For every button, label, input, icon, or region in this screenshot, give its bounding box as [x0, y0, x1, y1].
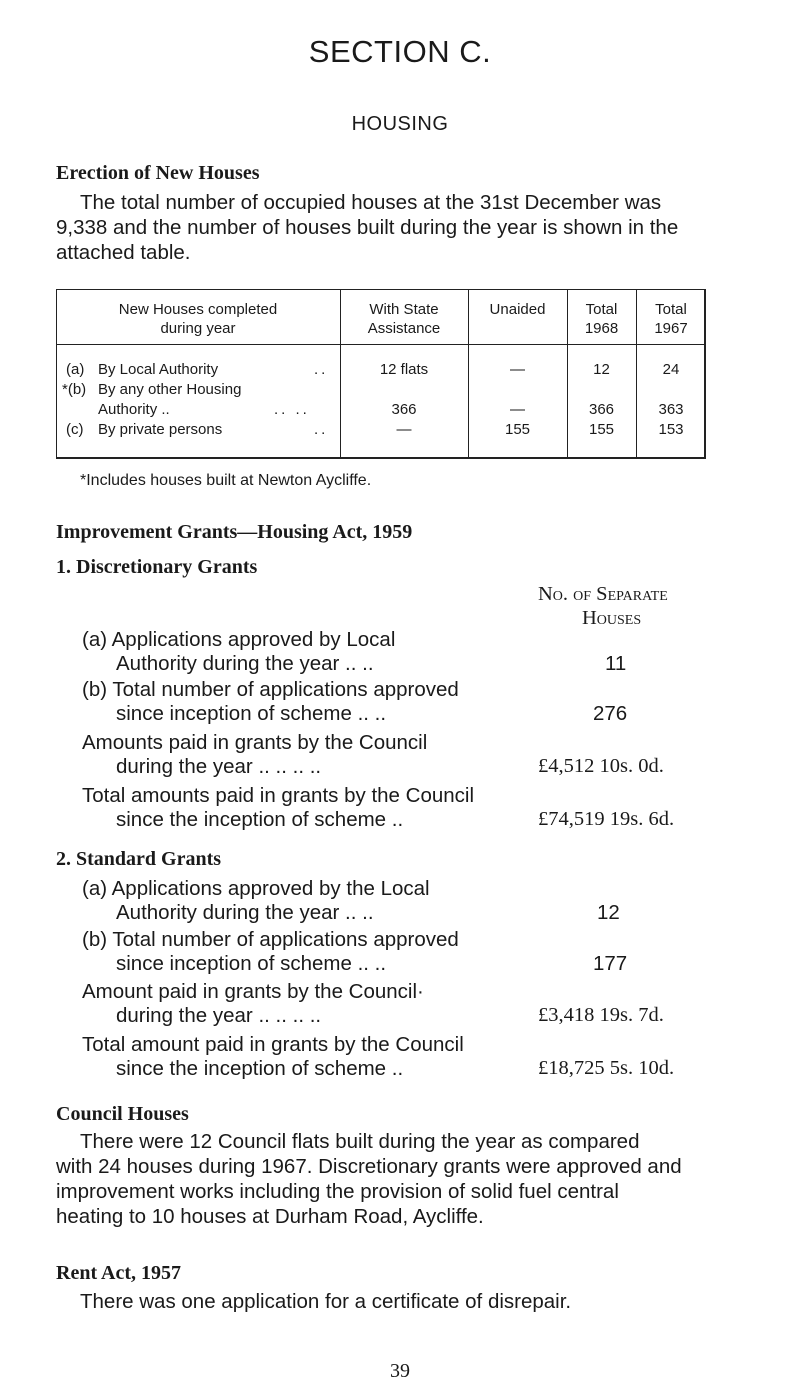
- header-unaided: Unaided: [489, 301, 546, 318]
- disc-c-line-1: Amounts paid in grants by the Council: [82, 731, 428, 754]
- council-line-3: improvement works including the provision of solid fuel central: [56, 1180, 619, 1203]
- disc-a-line-2: Authority during the year .. ..: [116, 652, 374, 675]
- rent-line: There was one application for a certificate of disrepair.: [80, 1290, 572, 1313]
- header-total-1967: Total 1967: [654, 301, 688, 337]
- row-c-letter: (c): [66, 421, 84, 438]
- header-state-assistance: With State Assistance: [367, 301, 441, 337]
- erection-heading: Erection of New Houses: [56, 162, 260, 184]
- header-new-houses: New Houses completed during year: [118, 301, 278, 337]
- std-a-line-1: (a) Applications approved by the Local: [82, 877, 430, 900]
- disc-b-line-1: (b) Total number of applications approved: [82, 678, 459, 701]
- row-b-1968: 366: [588, 401, 615, 418]
- council-heading: Council Houses: [56, 1103, 189, 1125]
- disc-d-value: £74,519 19s. 6d.: [538, 808, 675, 830]
- header-total-1968: Total 1968: [584, 301, 619, 337]
- page-number: 39: [390, 1360, 410, 1382]
- disc-c-line-2: during the year .. .. .. ..: [116, 755, 322, 778]
- row-c-label: By private persons: [98, 421, 223, 438]
- row-a-1967: 24: [662, 361, 680, 378]
- erection-line-3: attached table.: [56, 241, 191, 264]
- erection-line-2: 9,338 and the number of houses built during the year is shown in the: [56, 216, 679, 239]
- disc-a-line-1: (a) Applications approved by Local: [82, 628, 396, 651]
- council-line-4: heating to 10 houses at Durham Road, Aycliffe.: [56, 1205, 484, 1228]
- std-b-line-1: (b) Total number of applications approved: [82, 928, 459, 951]
- row-b-state: 366: [391, 401, 417, 418]
- disc-b-line-2: since inception of scheme .. ..: [116, 702, 387, 725]
- standard-heading: 2. Standard Grants: [56, 848, 222, 870]
- row-a-unaided: —: [510, 361, 525, 378]
- section-title: SECTION C.: [308, 34, 492, 69]
- std-c-line-2: during the year .. .. .. ..: [116, 1004, 322, 1027]
- std-a-line-2: Authority during the year .. ..: [116, 901, 374, 924]
- row-a-1968: 12: [593, 361, 610, 378]
- disc-c-value: £4,512 10s. 0d.: [538, 755, 664, 777]
- row-c-dots: ..: [314, 421, 329, 438]
- row-c-1967: 153: [658, 421, 684, 438]
- separate-houses-header-2: Houses: [582, 607, 642, 629]
- std-c-line-1: Amount paid in grants by the Council·: [82, 980, 424, 1003]
- row-a-state: 12 flats: [379, 361, 429, 378]
- table-footnote: *Includes houses built at Newton Aycliffe.: [80, 472, 372, 489]
- row-b-dots: .. ..: [274, 401, 310, 418]
- row-a-dots: ..: [314, 361, 329, 378]
- row-c-1968: 155: [588, 421, 615, 438]
- row-b-unaided: —: [510, 401, 525, 418]
- std-b-value: 177: [593, 952, 628, 975]
- std-d-line-2: since the inception of scheme ..: [116, 1057, 404, 1080]
- separate-houses-header-1: No. of Separate: [538, 583, 668, 605]
- row-c-unaided: 155: [504, 421, 531, 438]
- improvement-heading: Improvement Grants—Housing Act, 1959: [56, 521, 413, 543]
- council-line-2: with 24 houses during 1967. Discretionary grants were approved and: [56, 1155, 682, 1178]
- row-a-letter: (a): [66, 361, 85, 378]
- disc-d-line-2: since the inception of scheme ..: [116, 808, 404, 831]
- row-b-1967: 363: [658, 401, 684, 418]
- row-b-label2: Authority ..: [98, 401, 170, 418]
- std-c-value: £3,418 19s. 7d.: [538, 1004, 664, 1026]
- std-a-value: 12: [597, 901, 620, 924]
- std-b-line-2: since inception of scheme .. ..: [116, 952, 387, 975]
- row-b-label: By any other Housing: [98, 381, 242, 398]
- row-a-label: By Local Authority: [98, 361, 219, 378]
- disc-a-value: 11: [605, 652, 627, 675]
- row-c-state: —: [396, 421, 412, 438]
- disc-d-line-1: Total amounts paid in grants by the Council: [82, 784, 475, 807]
- council-line-1: There were 12 Council flats built during the year as compared: [80, 1130, 640, 1153]
- row-b-letter: *(b): [62, 381, 87, 398]
- std-d-value: £18,725 5s. 10d.: [538, 1057, 675, 1079]
- page-title: HOUSING: [351, 113, 449, 135]
- disc-b-value: 276: [593, 702, 628, 725]
- std-d-line-1: Total amount paid in grants by the Council: [82, 1033, 464, 1056]
- houses-table: [56, 289, 706, 459]
- rent-heading: Rent Act, 1957: [56, 1262, 181, 1284]
- erection-line-1: The total number of occupied houses at the 31st December was: [80, 191, 662, 214]
- discretionary-heading: 1. Discretionary Grants: [56, 556, 258, 578]
